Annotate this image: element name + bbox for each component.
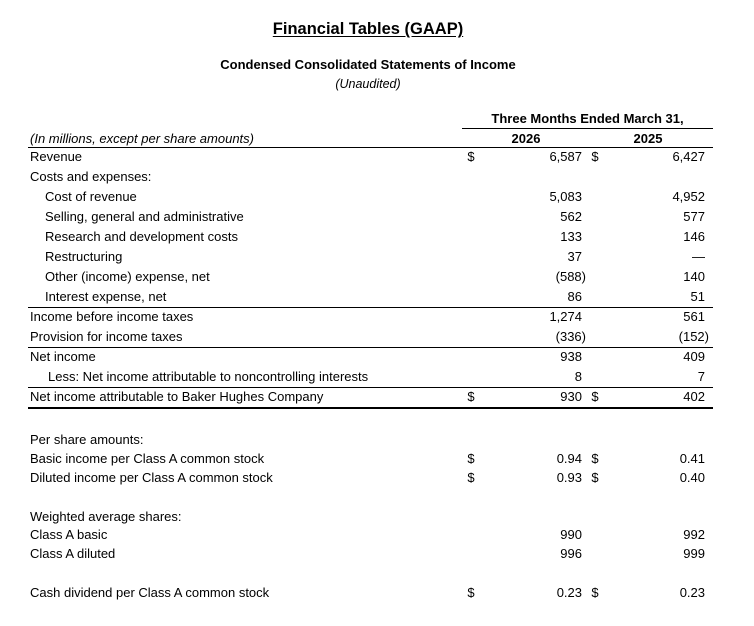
row-label: Basic income per Class A common stock xyxy=(30,451,265,466)
statement-title: Condensed Consolidated Statements of Income xyxy=(220,57,516,72)
table-row xyxy=(0,288,754,308)
page-title: Financial Tables (GAAP) xyxy=(272,20,464,38)
row-label: Restructuring xyxy=(45,249,123,264)
table-row xyxy=(0,368,754,388)
value-2025: 402 xyxy=(683,389,705,404)
value-2025: 6,427 xyxy=(672,149,705,164)
value-2025: 999 xyxy=(683,546,705,561)
value-2025: 146 xyxy=(683,229,705,244)
table-row xyxy=(0,328,754,348)
currency-symbol: $ xyxy=(591,389,599,404)
table-row xyxy=(0,168,754,188)
value-2026: 8 xyxy=(574,369,582,384)
row-label: Less: Net income attributable to noncontrolling interests xyxy=(48,369,369,384)
value-2025: 0.41 xyxy=(679,451,705,466)
value-2026: 930 xyxy=(560,389,582,404)
per-share-heading: Per share amounts: xyxy=(30,432,144,447)
currency-symbol: $ xyxy=(591,149,599,164)
value-2025: 577 xyxy=(683,209,705,224)
value-2026: 86 xyxy=(567,289,582,304)
value-2026: 0.94 xyxy=(556,451,582,466)
table-row xyxy=(0,188,754,208)
value-2026: 938 xyxy=(560,349,582,364)
currency-symbol: $ xyxy=(591,585,599,600)
table-row xyxy=(0,584,754,604)
row-label: Net income xyxy=(30,349,96,364)
row-label: Costs and expenses: xyxy=(30,169,152,184)
row-label: Net income attributable to Baker Hughes Company xyxy=(30,389,324,404)
shares-heading: Weighted average shares: xyxy=(30,509,182,524)
table-row xyxy=(0,268,754,288)
table-row xyxy=(0,526,754,546)
value-2026: 562 xyxy=(560,209,582,224)
currency-symbol: $ xyxy=(467,451,475,466)
value-2026: (336) xyxy=(555,329,586,344)
value-2026: (588) xyxy=(555,269,586,284)
value-2025: (152) xyxy=(678,329,709,344)
year-2025-heading: 2025 xyxy=(633,131,663,146)
row-label: Interest expense, net xyxy=(45,289,167,304)
currency-symbol: $ xyxy=(591,470,599,485)
period-heading: Three Months Ended March 31, xyxy=(491,111,684,126)
value-2026: 5,083 xyxy=(549,189,582,204)
value-2025: 51 xyxy=(690,289,705,304)
value-2025: 7 xyxy=(697,369,705,384)
currency-symbol: $ xyxy=(467,389,475,404)
value-2026: 133 xyxy=(560,229,582,244)
row-label: Class A basic xyxy=(30,527,108,542)
table-row xyxy=(0,308,754,328)
row-label: Class A diluted xyxy=(30,546,116,561)
unaudited-note: (Unaudited) xyxy=(335,77,401,91)
value-2025: 561 xyxy=(683,309,705,324)
units-note: (In millions, except per share amounts) xyxy=(30,131,254,146)
currency-symbol: $ xyxy=(467,585,475,600)
value-2026: 990 xyxy=(560,527,582,542)
currency-symbol: $ xyxy=(467,149,475,164)
value-2025: 409 xyxy=(683,349,705,364)
value-2026: 0.23 xyxy=(556,585,582,600)
row-label: Selling, general and administrative xyxy=(45,209,244,224)
row-label: Cost of revenue xyxy=(45,189,137,204)
value-2026: 6,587 xyxy=(549,149,582,164)
row-label: Cash dividend per Class A common stock xyxy=(30,585,270,600)
row-label: Revenue xyxy=(30,149,83,164)
value-2025: — xyxy=(692,249,705,264)
value-2026: 0.93 xyxy=(556,470,582,485)
value-2025: 992 xyxy=(683,527,705,542)
value-2026: 1,274 xyxy=(549,309,582,324)
currency-symbol: $ xyxy=(591,451,599,466)
value-2025: 4,952 xyxy=(672,189,705,204)
table-row xyxy=(0,148,754,168)
table-row xyxy=(0,228,754,248)
currency-symbol: $ xyxy=(467,470,475,485)
total-double-rule xyxy=(28,407,713,409)
table-row xyxy=(0,208,754,228)
value-2025: 0.40 xyxy=(679,470,705,485)
row-label: Provision for income taxes xyxy=(30,329,183,344)
row-label: Other (income) expense, net xyxy=(45,269,210,284)
table-row xyxy=(0,348,754,368)
value-2025: 0.23 xyxy=(679,585,705,600)
table-row xyxy=(0,469,754,489)
table-row xyxy=(0,248,754,268)
row-label: Research and development costs xyxy=(45,229,238,244)
table-row xyxy=(0,388,754,408)
table-row xyxy=(0,450,754,470)
row-label: Income before income taxes xyxy=(30,309,194,324)
year-2026-heading: 2026 xyxy=(511,131,541,146)
row-label: Diluted income per Class A common stock xyxy=(30,470,273,485)
value-2026: 37 xyxy=(567,249,582,264)
table-row xyxy=(0,545,754,565)
value-2026: 996 xyxy=(560,546,582,561)
period-heading-rule xyxy=(462,128,713,129)
value-2025: 140 xyxy=(683,269,705,284)
